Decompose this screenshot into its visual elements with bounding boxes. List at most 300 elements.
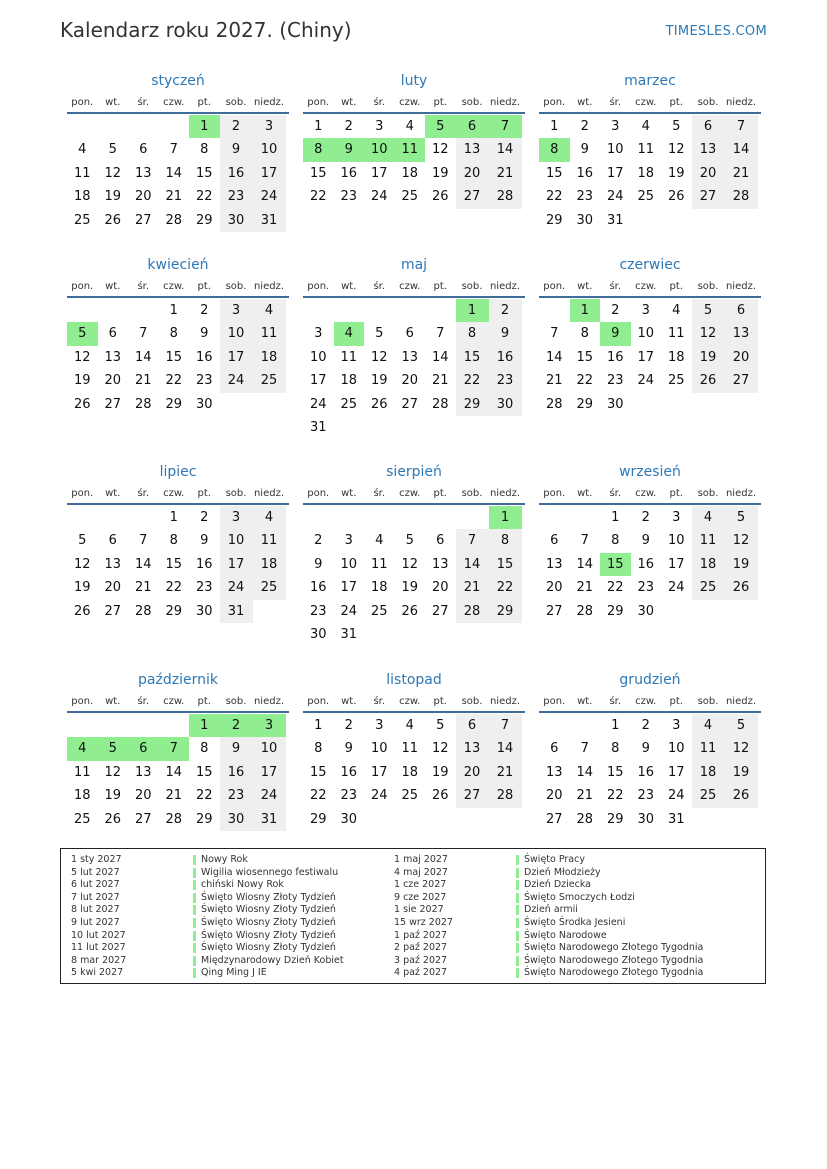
day-cell: 12	[667, 142, 685, 158]
empty-cell	[456, 808, 489, 831]
day-cell: 13	[545, 764, 563, 780]
day-cell: 2	[344, 718, 353, 733]
day-cell: 24	[253, 784, 286, 807]
legend-column-right	[394, 854, 703, 980]
weekday-label: sob.	[461, 97, 483, 108]
day-cell: 3	[253, 115, 286, 138]
empty-cell	[98, 299, 129, 322]
day-cell: 5	[436, 718, 445, 733]
day-cell: 4	[78, 142, 87, 158]
day-cell: 22	[309, 788, 327, 804]
day-cell: 21	[545, 373, 563, 389]
weekday-label: śr.	[373, 488, 386, 499]
day-cell: 22	[195, 189, 213, 205]
empty-cell	[661, 209, 692, 232]
holiday-color-marker	[193, 905, 196, 915]
day-cell: 11	[73, 764, 91, 780]
legend-holiday-name: Święto Narodowego Złotego Tygodnia	[524, 954, 704, 966]
holiday-day-cell: 2	[220, 714, 253, 737]
day-cell: 19	[104, 189, 122, 205]
day-cell: 29	[606, 811, 624, 827]
day-cell: 20	[725, 346, 758, 369]
day-cell: 9	[220, 737, 253, 760]
weekday-label: sob.	[225, 97, 247, 108]
day-cell: 29	[165, 396, 183, 412]
day-cell: 27	[104, 603, 122, 619]
day-cell: 9	[200, 533, 209, 549]
day-cell: 2	[641, 510, 650, 525]
legend-row	[71, 942, 344, 955]
brand-link[interactable]: TIMESLES.COM	[665, 24, 767, 39]
day-grid	[67, 506, 289, 623]
weekday-label: pt.	[197, 696, 211, 707]
day-cell: 10	[220, 322, 253, 345]
weekday-label: śr.	[373, 696, 386, 707]
empty-cell	[364, 506, 395, 529]
empty-cell	[425, 623, 456, 646]
day-grid	[539, 506, 761, 623]
day-cell: 24	[637, 373, 655, 389]
day-cell: 4	[405, 718, 414, 733]
day-cell: 23	[220, 784, 253, 807]
day-grid	[67, 714, 289, 831]
day-cell: 9	[489, 322, 522, 345]
day-cell: 10	[220, 529, 253, 552]
day-cell: 30	[340, 811, 358, 827]
day-cell: 22	[165, 580, 183, 596]
weekday-label: pon.	[307, 488, 330, 499]
day-cell: 26	[104, 811, 122, 827]
day-cell: 10	[606, 142, 624, 158]
empty-cell	[395, 299, 426, 322]
day-cell: 3	[672, 510, 681, 525]
day-cell: 25	[253, 576, 286, 599]
day-cell: 23	[309, 603, 327, 619]
day-cell: 28	[134, 396, 152, 412]
empty-cell	[159, 115, 190, 138]
weekday-label: niedz.	[489, 97, 521, 108]
day-cell: 2	[489, 299, 522, 322]
day-cell: 11	[253, 322, 286, 345]
day-cell: 11	[401, 741, 419, 757]
day-cell: 23	[340, 189, 358, 205]
day-cell: 16	[340, 764, 358, 780]
legend-holiday-name: Święto Wiosny Złoty Tydzień	[201, 929, 336, 941]
legend-row	[394, 892, 703, 905]
legend-date: 11 lut 2027	[71, 942, 126, 954]
empty-cell	[631, 393, 662, 416]
weekday-label: pon.	[307, 696, 330, 707]
weekday-label: niedz.	[725, 97, 757, 108]
day-cell: 25	[253, 369, 286, 392]
day-cell: 19	[725, 761, 758, 784]
legend-holiday-name: Dzień Młodzieży	[524, 866, 601, 878]
day-cell: 5	[672, 119, 681, 134]
weekday-label: śr.	[609, 97, 622, 108]
day-cell: 30	[576, 212, 594, 228]
day-cell: 31	[253, 209, 286, 232]
day-cell: 4	[692, 506, 725, 529]
day-cell: 26	[370, 396, 388, 412]
day-cell: 16	[637, 764, 655, 780]
weekday-label: niedz.	[489, 488, 521, 499]
empty-cell	[334, 299, 365, 322]
day-cell: 20	[545, 580, 563, 596]
weekday-label: niedz.	[489, 696, 521, 707]
day-cell: 29	[606, 603, 624, 619]
day-cell: 24	[340, 603, 358, 619]
holiday-day-cell: 9	[600, 322, 631, 345]
empty-cell	[128, 115, 159, 138]
empty-cell	[539, 714, 570, 737]
day-cell: 14	[576, 556, 594, 572]
month-block	[67, 72, 289, 232]
weekday-label: pon.	[543, 696, 566, 707]
day-cell: 15	[309, 764, 327, 780]
day-cell: 7	[725, 115, 758, 138]
weekday-label: śr.	[137, 696, 150, 707]
day-cell: 27	[692, 185, 725, 208]
month-name: lipiec	[159, 464, 197, 480]
legend-row	[394, 867, 703, 880]
empty-cell	[489, 623, 522, 646]
empty-cell	[364, 808, 395, 831]
day-cell: 26	[73, 396, 91, 412]
month-block	[303, 671, 525, 831]
empty-cell	[489, 416, 522, 439]
empty-cell	[395, 506, 426, 529]
day-cell: 16	[220, 761, 253, 784]
day-cell: 13	[431, 556, 449, 572]
day-cell: 18	[637, 165, 655, 181]
day-cell: 23	[637, 788, 655, 804]
day-cell: 10	[667, 533, 685, 549]
day-cell: 14	[489, 737, 522, 760]
weekday-label: sob.	[697, 281, 719, 292]
weekday-label: pt.	[433, 281, 447, 292]
day-cell: 17	[220, 346, 253, 369]
day-cell: 5	[692, 299, 725, 322]
empty-cell	[725, 393, 758, 416]
day-cell: 22	[606, 580, 624, 596]
month-name: sierpień	[386, 464, 442, 480]
day-grid	[303, 506, 525, 646]
legend-holiday-name: Wigilia wiosennego festiwalu	[201, 866, 339, 878]
weekday-label: czw.	[163, 281, 185, 292]
day-cell: 18	[401, 165, 419, 181]
holiday-day-cell: 3	[253, 714, 286, 737]
month-block	[67, 463, 289, 623]
weekday-label: śr.	[373, 97, 386, 108]
weekday-label: sob.	[225, 488, 247, 499]
holiday-day-cell: 5	[425, 115, 456, 138]
legend-date: 15 wrz 2027	[394, 916, 453, 928]
weekday-label: pon.	[543, 488, 566, 499]
day-cell: 28	[545, 396, 563, 412]
day-cell: 3	[220, 299, 253, 322]
day-cell: 15	[576, 349, 594, 365]
day-cell: 19	[431, 165, 449, 181]
day-cell: 15	[489, 553, 522, 576]
day-cell: 25	[667, 373, 685, 389]
holiday-day-cell: 5	[67, 322, 98, 345]
weekday-label: czw.	[635, 696, 657, 707]
holiday-color-marker	[193, 893, 196, 903]
day-cell: 12	[692, 322, 725, 345]
day-cell: 22	[606, 788, 624, 804]
day-cell: 6	[456, 714, 489, 737]
day-cell: 8	[489, 529, 522, 552]
day-cell: 19	[667, 165, 685, 181]
legend-holiday-name: Święto Narodowe	[524, 929, 607, 941]
weekday-label: wt.	[577, 97, 593, 108]
day-cell: 29	[309, 811, 327, 827]
day-cell: 20	[456, 162, 489, 185]
empty-cell	[98, 115, 129, 138]
empty-cell	[539, 299, 570, 322]
holiday-color-marker	[516, 943, 519, 953]
day-cell: 12	[431, 142, 449, 158]
empty-cell	[334, 416, 365, 439]
weekday-label: sob.	[697, 488, 719, 499]
day-cell: 7	[169, 142, 178, 158]
empty-cell	[725, 600, 758, 623]
day-cell: 23	[606, 373, 624, 389]
day-cell: 18	[340, 373, 358, 389]
holiday-color-marker	[516, 918, 519, 928]
day-grid	[303, 115, 525, 209]
empty-cell	[570, 506, 601, 529]
day-cell: 19	[692, 346, 725, 369]
empty-cell	[253, 600, 286, 623]
weekday-label: niedz.	[725, 281, 757, 292]
weekday-header	[539, 280, 761, 298]
day-cell: 25	[692, 784, 725, 807]
month-name: marzec	[624, 73, 676, 89]
day-cell: 30	[489, 393, 522, 416]
day-cell: 31	[606, 212, 624, 228]
day-cell: 3	[375, 718, 384, 733]
month-block	[539, 72, 761, 232]
day-cell: 10	[253, 737, 286, 760]
holiday-day-cell: 15	[600, 553, 631, 576]
empty-cell	[456, 416, 489, 439]
day-cell: 27	[456, 784, 489, 807]
day-cell: 29	[165, 603, 183, 619]
day-cell: 7	[139, 326, 148, 342]
day-cell: 28	[725, 185, 758, 208]
month-block	[303, 72, 525, 209]
weekday-label: pt.	[197, 281, 211, 292]
day-cell: 16	[606, 349, 624, 365]
day-cell: 26	[431, 788, 449, 804]
weekday-label: pt.	[433, 696, 447, 707]
legend-row	[71, 867, 344, 880]
day-cell: 4	[692, 714, 725, 737]
day-cell: 19	[73, 373, 91, 389]
empty-cell	[661, 600, 692, 623]
day-cell: 23	[195, 580, 213, 596]
day-cell: 4	[253, 299, 286, 322]
holiday-color-marker	[193, 968, 196, 978]
day-cell: 20	[431, 580, 449, 596]
weekday-label: wt.	[105, 281, 121, 292]
weekday-header	[303, 487, 525, 505]
day-cell: 4	[641, 119, 650, 134]
day-cell: 16	[309, 580, 327, 596]
day-cell: 1	[611, 718, 620, 733]
day-cell: 29	[576, 396, 594, 412]
day-cell: 18	[692, 553, 725, 576]
weekday-label: czw.	[635, 488, 657, 499]
weekday-label: wt.	[105, 696, 121, 707]
day-cell: 7	[580, 533, 589, 549]
day-cell: 4	[375, 533, 384, 549]
day-cell: 27	[104, 396, 122, 412]
day-cell: 16	[195, 349, 213, 365]
empty-cell	[692, 600, 725, 623]
day-cell: 13	[456, 737, 489, 760]
day-cell: 16	[220, 162, 253, 185]
day-cell: 22	[165, 373, 183, 389]
day-cell: 26	[431, 189, 449, 205]
day-cell: 17	[667, 556, 685, 572]
day-cell: 28	[431, 396, 449, 412]
day-cell: 16	[489, 346, 522, 369]
day-cell: 1	[550, 119, 559, 134]
empty-cell	[128, 506, 159, 529]
day-cell: 21	[134, 373, 152, 389]
weekday-label: pon.	[71, 281, 94, 292]
day-cell: 7	[489, 714, 522, 737]
day-cell: 20	[134, 189, 152, 205]
day-cell: 25	[401, 788, 419, 804]
weekday-header	[303, 96, 525, 114]
legend-holiday-name: Święto Narodowego Złotego Tygodnia	[524, 942, 704, 954]
empty-cell	[661, 393, 692, 416]
day-cell: 24	[606, 189, 624, 205]
day-cell: 10	[370, 741, 388, 757]
holiday-day-cell: 1	[189, 115, 220, 138]
empty-cell	[67, 506, 98, 529]
day-cell: 12	[104, 764, 122, 780]
day-cell: 26	[692, 369, 725, 392]
month-name: październik	[138, 672, 218, 688]
weekday-label: czw.	[399, 281, 421, 292]
empty-cell	[692, 209, 725, 232]
legend-date: 3 paź 2027	[394, 954, 448, 966]
day-cell: 24	[667, 788, 685, 804]
empty-cell	[128, 299, 159, 322]
day-cell: 28	[165, 212, 183, 228]
legend-holiday-name: chiński Nowy Rok	[201, 879, 284, 891]
legend-date: 6 lut 2027	[71, 879, 120, 891]
day-grid	[539, 714, 761, 831]
weekday-label: sob.	[461, 281, 483, 292]
day-cell: 23	[489, 369, 522, 392]
day-cell: 8	[200, 142, 209, 158]
day-cell: 2	[220, 115, 253, 138]
month-name: maj	[400, 257, 428, 273]
legend-holiday-name: Święto Narodowego Złotego Tygodnia	[524, 967, 704, 979]
holiday-day-cell: 4	[67, 737, 98, 760]
day-cell: 20	[134, 788, 152, 804]
weekday-label: niedz.	[725, 696, 757, 707]
legend-row	[394, 904, 703, 917]
legend-row	[394, 879, 703, 892]
weekday-label: pt.	[669, 696, 683, 707]
legend-row	[71, 879, 344, 892]
month-name: kwiecień	[147, 257, 209, 273]
weekday-label: wt.	[105, 97, 121, 108]
day-cell: 6	[692, 115, 725, 138]
day-cell: 30	[220, 808, 253, 831]
legend-row	[71, 955, 344, 968]
day-cell: 15	[195, 165, 213, 181]
day-cell: 21	[134, 580, 152, 596]
day-cell: 22	[576, 373, 594, 389]
empty-cell	[570, 714, 601, 737]
day-cell: 21	[725, 162, 758, 185]
weekday-label: śr.	[137, 281, 150, 292]
day-cell: 15	[456, 346, 489, 369]
holiday-color-marker	[193, 943, 196, 953]
empty-cell	[98, 506, 129, 529]
weekday-label: śr.	[137, 488, 150, 499]
day-cell: 30	[309, 626, 327, 642]
legend-row	[71, 904, 344, 917]
day-cell: 1	[169, 303, 178, 318]
legend-date: 5 kwi 2027	[71, 967, 124, 979]
legend-date: 4 paź 2027	[394, 967, 448, 979]
day-cell: 5	[725, 506, 758, 529]
weekday-label: pon.	[307, 97, 330, 108]
day-cell: 11	[73, 165, 91, 181]
weekday-label: wt.	[105, 488, 121, 499]
weekday-header	[67, 487, 289, 505]
day-cell: 28	[165, 811, 183, 827]
holiday-day-cell: 1	[489, 506, 522, 529]
month-name: czerwiec	[619, 257, 681, 273]
legend-date: 8 lut 2027	[71, 904, 120, 916]
holiday-day-cell: 6	[128, 737, 159, 760]
day-cell: 24	[370, 189, 388, 205]
empty-cell	[364, 623, 395, 646]
weekday-label: śr.	[137, 97, 150, 108]
weekday-label: wt.	[341, 696, 357, 707]
day-cell: 27	[545, 811, 563, 827]
day-cell: 9	[314, 556, 323, 572]
day-cell: 11	[692, 529, 725, 552]
empty-cell	[425, 416, 456, 439]
day-cell: 11	[637, 142, 655, 158]
day-cell: 9	[641, 533, 650, 549]
weekday-label: pon.	[307, 281, 330, 292]
weekday-label: sob.	[461, 696, 483, 707]
day-cell: 21	[576, 580, 594, 596]
month-block	[303, 256, 525, 439]
legend-date: 5 lut 2027	[71, 866, 120, 878]
day-cell: 24	[370, 788, 388, 804]
day-cell: 2	[580, 119, 589, 134]
day-cell: 6	[725, 299, 758, 322]
day-cell: 13	[692, 138, 725, 161]
day-cell: 9	[220, 138, 253, 161]
legend-holiday-name: Międzynarodowy Dzień Kobiet	[201, 954, 344, 966]
holiday-day-cell: 8	[303, 138, 334, 161]
day-cell: 4	[253, 506, 286, 529]
weekday-label: czw.	[163, 97, 185, 108]
